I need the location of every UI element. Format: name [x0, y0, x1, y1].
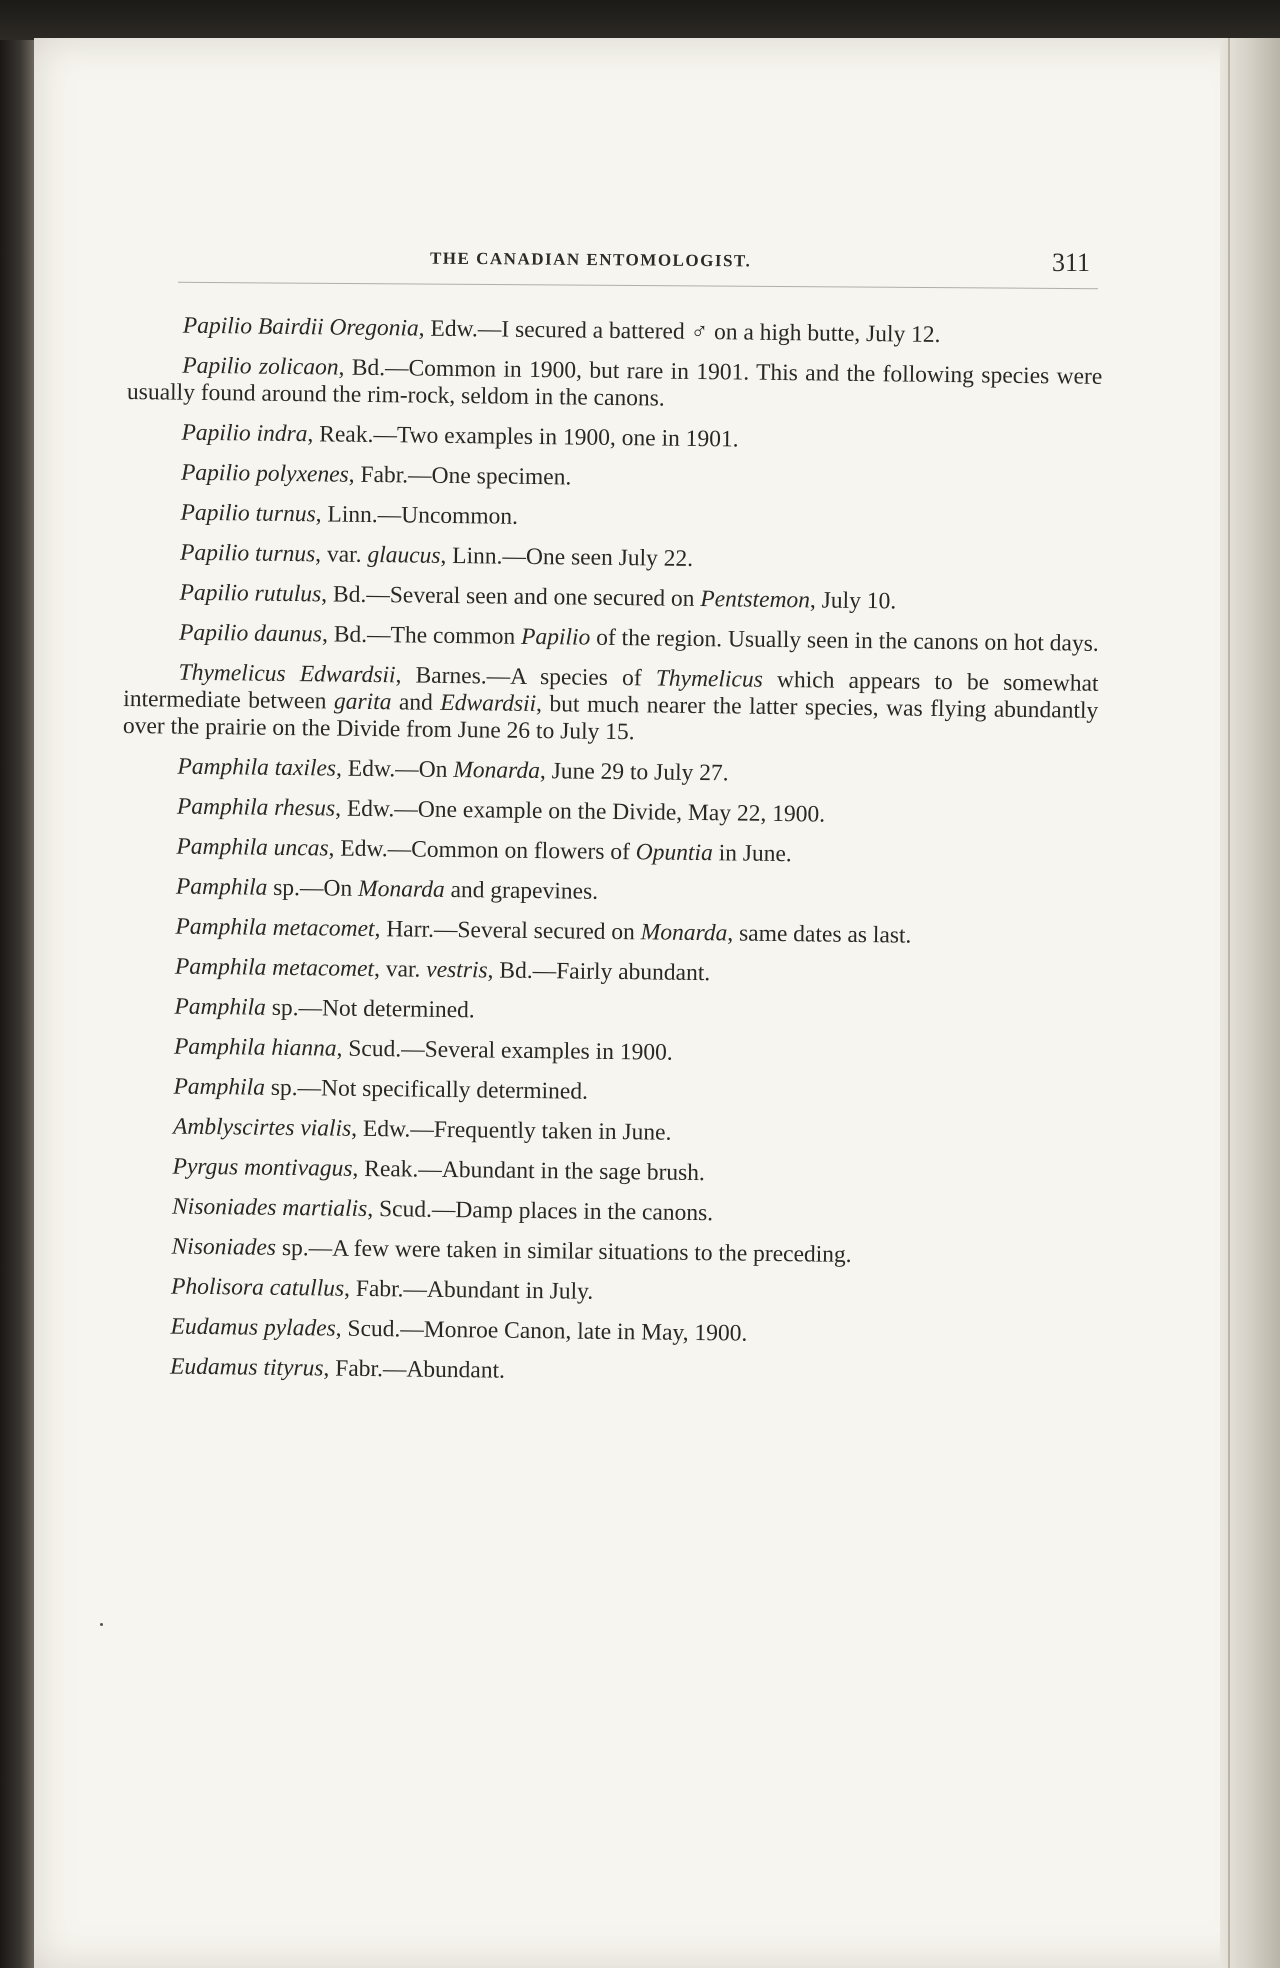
species-entry — [123, 659, 1099, 752]
species-name: Pamphila metacomet — [174, 953, 375, 983]
entry-text: , var. — [315, 541, 368, 568]
entry-text: , Edw.—On — [335, 755, 454, 784]
species-entry — [117, 1193, 1092, 1232]
entry-text: and — [391, 689, 441, 716]
species-entry — [120, 953, 1095, 992]
entry-text: , Fabr.—Abundant. — [323, 1355, 506, 1384]
species-entry — [127, 352, 1103, 418]
species-entry — [118, 1113, 1093, 1152]
entry-text: , Harr.—Several secured on — [374, 916, 641, 946]
species-name: Eudamus pylades — [170, 1313, 336, 1342]
page-number: 311 — [1052, 248, 1091, 277]
entry-text: , Edw.—Common on flowers of — [328, 835, 636, 866]
entry-text: which appears to be somewhat intermediate between — [123, 666, 1099, 715]
entry-text: , Bd.—Several seen and one secured on — [321, 581, 701, 613]
species-name: Thymelicus Edwardsii — [178, 659, 396, 689]
entry-text: , Edw.—Frequently taken in June. — [351, 1115, 672, 1146]
species-name: vestris — [426, 956, 488, 984]
species-name: Pyrgus montivagus — [172, 1153, 353, 1182]
species-name: Papilio polyxenes — [180, 459, 349, 488]
species-entry — [125, 499, 1100, 538]
entry-text: , Bd.—Fairly abundant. — [487, 957, 711, 987]
species-entry — [115, 1313, 1090, 1352]
entry-text: , Linn.—Uncommon. — [315, 501, 519, 530]
species-name: Pamphila metacomet — [175, 913, 375, 943]
species-name: Papilio rutulus — [179, 579, 322, 608]
species-name: Papilio Bairdii Oregonia — [182, 312, 419, 342]
species-entry — [119, 1033, 1094, 1072]
species-name: Pentstemon — [700, 586, 811, 614]
entry-text: , Bd.—The common — [321, 621, 522, 650]
entry-text: , Barnes.—A species of — [395, 662, 656, 692]
entry-text: , Scud.—Several examples in 1900. — [336, 1035, 673, 1066]
species-name: Papilio — [520, 623, 591, 651]
species-name: Opuntia — [635, 839, 713, 867]
entry-text: , but much nearer the latter species, was flying abundantly over the prairie on the Divide from June 26 to July 15. — [122, 691, 1099, 746]
species-name: Pamphila — [175, 873, 268, 901]
entry-text: sp.—Not specifically determined. — [264, 1074, 589, 1105]
species-entry — [115, 1353, 1090, 1392]
entry-text: and grapevines. — [444, 876, 599, 905]
species-entry — [124, 579, 1099, 618]
entry-text: , Scud.—Damp places in the canons. — [367, 1195, 714, 1227]
species-entry — [118, 1073, 1093, 1112]
species-name: Edwardsii — [440, 689, 537, 718]
species-name: Papilio zolicaon — [182, 352, 339, 381]
species-name: Thymelicus — [655, 665, 763, 693]
species-entry — [121, 833, 1096, 872]
species-name: Pamphila uncas — [176, 833, 329, 862]
species-entry — [122, 793, 1097, 832]
species-name: Monarda — [357, 875, 445, 903]
species-name: Papilio indra — [181, 419, 308, 448]
entry-text: , Linn.—One seen July 22. — [440, 542, 694, 572]
entry-text: sp.—On — [267, 874, 359, 902]
species-entry — [122, 753, 1097, 792]
entry-text: , Bd.—Common in 1900, but rare in 1901. This and the following species were usually found around the rim-rock, seldom in the canons. — [126, 354, 1103, 412]
species-name: Monarda — [640, 919, 728, 947]
entry-text: , Scud.—Monroe Canon, late in May, 1900. — [335, 1315, 748, 1347]
entry-text: , July 10. — [809, 587, 897, 615]
species-name: Monarda — [453, 757, 541, 785]
page-fore-edge — [1220, 38, 1280, 1968]
species-entry — [124, 619, 1099, 658]
species-name: Pholisora catullus — [170, 1273, 345, 1302]
entry-text: , Fabr.—Abundant in July. — [343, 1275, 594, 1305]
entry-text: in June. — [712, 840, 792, 868]
margin-speck — [100, 1623, 103, 1626]
species-name: Pamphila — [173, 1073, 266, 1101]
entry-text: of the region. Usually seen in the canons on hot days. — [590, 624, 1099, 657]
entry-text: , Reak.—Two examples in 1900, one in 1901. — [307, 421, 739, 453]
species-entry — [116, 1273, 1091, 1312]
species-entry — [125, 539, 1100, 578]
species-name: Eudamus tityrus — [169, 1353, 324, 1382]
species-name: Pamphila rhesus — [176, 793, 336, 822]
species-entry — [116, 1233, 1091, 1272]
species-name: Pamphila taxiles — [177, 753, 337, 782]
species-name: Amblyscirtes vialis — [172, 1113, 352, 1142]
species-entry — [126, 459, 1101, 498]
entry-text: , Fabr.—One specimen. — [348, 461, 572, 491]
entry-text: , same dates as last. — [727, 920, 912, 949]
species-list — [115, 312, 1103, 1405]
species-name: Nisoniades martialis — [171, 1193, 368, 1222]
species-entry — [120, 913, 1095, 952]
entry-text: sp.—A few were taken in similar situations to the preceding. — [275, 1234, 852, 1268]
book-gutter-shadow — [0, 0, 34, 1968]
species-name: Papilio turnus — [180, 499, 316, 528]
species-name: Papilio daunus — [178, 619, 323, 648]
species-name: Papilio turnus — [179, 539, 316, 568]
entry-text: sp.—Not determined. — [265, 994, 475, 1024]
species-entry — [117, 1153, 1092, 1192]
species-name: Nisoniades — [171, 1233, 277, 1261]
running-head: THE CANADIAN ENTOMOLOGIST. — [429, 248, 752, 271]
entry-text: , var. — [373, 956, 427, 983]
entry-text: , Edw.—I secured a battered ♂ on a high butte, July 12. — [418, 315, 941, 348]
species-name: garita — [333, 688, 392, 716]
species-name: Pamphila hianna — [173, 1033, 337, 1062]
species-entry — [119, 993, 1094, 1032]
species-name: Pamphila — [174, 993, 267, 1021]
entry-text: , Reak.—Abundant in the sage brush. — [352, 1155, 706, 1187]
species-entry — [121, 873, 1096, 912]
entry-text: , June 29 to July 27. — [539, 758, 729, 787]
entry-text: , Edw.—One example on the Divide, May 22, 1900. — [334, 795, 826, 828]
species-entry — [126, 419, 1101, 458]
scan-top-border — [0, 0, 1280, 40]
species-name: glaucus — [367, 541, 441, 569]
